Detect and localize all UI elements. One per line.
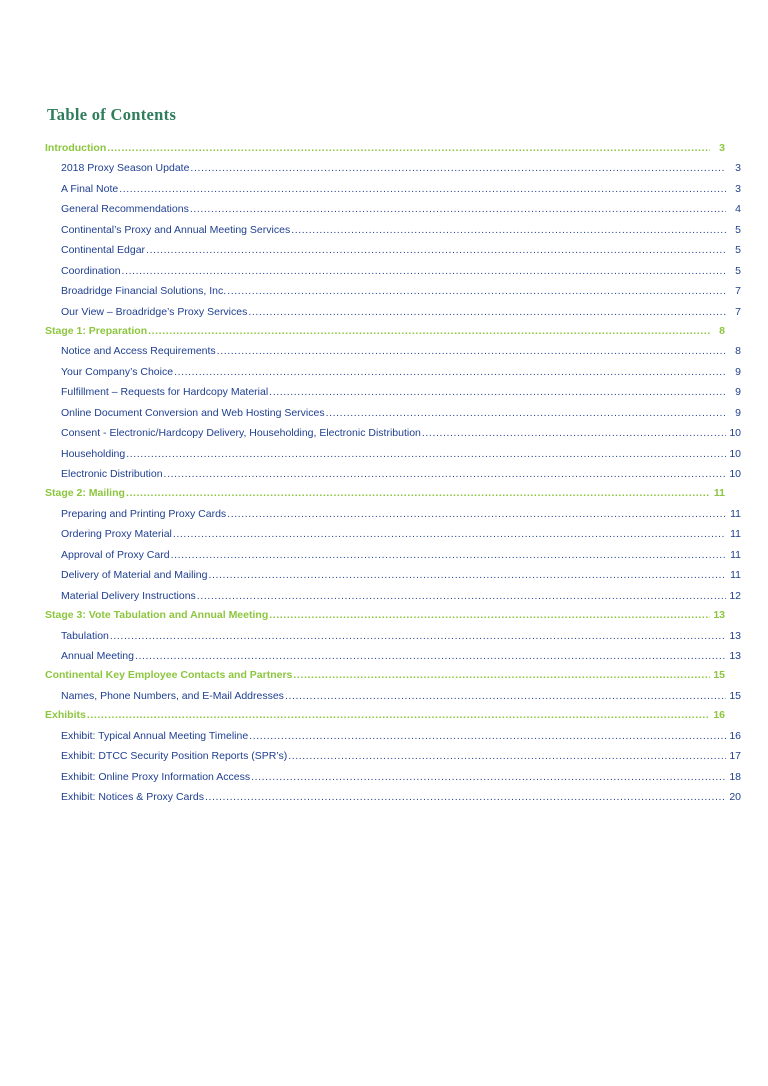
toc-entry[interactable] [45, 750, 741, 763]
toc-leader-dots [285, 690, 726, 701]
toc-entry-label: Exhibits [45, 709, 86, 722]
toc-entry-page-number: 5 [735, 264, 741, 277]
toc-leader-dots [174, 366, 726, 377]
toc-entry-label: Delivery of Material and Mailing [61, 569, 208, 582]
toc-entry-page-number: 8 [735, 345, 741, 358]
toc-entry-label: Online Document Conversion and Web Hosting Services [61, 406, 325, 419]
toc-entry-page-number: 9 [735, 365, 741, 378]
toc-entry-page-number: 15 [713, 669, 725, 682]
toc-leader-dots [87, 709, 710, 720]
toc-entry-label: Annual Meeting [61, 649, 134, 662]
toc-entry[interactable] [45, 325, 725, 338]
toc-entry-page-number: 7 [735, 285, 741, 298]
toc-entry[interactable] [45, 427, 741, 440]
toc-entry-page-number: 5 [735, 244, 741, 257]
toc-entry-page-number: 10 [729, 427, 741, 440]
toc-entry[interactable] [45, 224, 741, 237]
toc-leader-dots [107, 142, 710, 153]
toc-leader-dots [208, 569, 726, 580]
toc-entry-page-number: 16 [729, 729, 741, 742]
toc-entry-label: Stage 2: Mailing [45, 487, 125, 500]
toc-entry-label: Exhibit: Typical Annual Meeting Timeline [61, 729, 249, 742]
toc-entry[interactable] [45, 528, 741, 541]
toc-entry-label: Notice and Access Requirements [61, 345, 216, 358]
toc-entry-label: Consent - Electronic/Hardcopy Delivery, Householding, Electronic Distribution [61, 427, 421, 440]
toc-leader-dots [119, 183, 726, 194]
toc-leader-dots [422, 427, 726, 438]
toc-entry-label: Coordination [61, 264, 121, 277]
toc-entry[interactable] [45, 366, 741, 379]
toc-entry[interactable] [45, 709, 725, 722]
toc-entry-page-number: 13 [729, 649, 741, 662]
toc-entry-label: Continental Edgar [61, 244, 146, 257]
toc-leader-dots [126, 448, 726, 459]
toc-entry-label: Stage 3: Vote Tabulation and Annual Meeting [45, 609, 269, 622]
toc-leader-dots [249, 730, 726, 741]
toc-entry[interactable] [45, 285, 741, 298]
toc-entry-label: Continental Key Employee Contacts and Partners [45, 669, 293, 682]
toc-entry-label: Material Delivery Instructions [61, 589, 196, 602]
toc-entry-label: Exhibit: Online Proxy Information Access [61, 770, 251, 783]
toc-leader-dots [171, 549, 726, 560]
toc-leader-dots [248, 306, 726, 317]
toc-entry-page-number: 11 [713, 487, 725, 500]
toc-entry-label: Our View – Broadridge’s Proxy Services [61, 305, 248, 318]
toc-entry-label: Exhibit: DTCC Security Position Reports (SPR’s) [61, 750, 288, 763]
toc-entry[interactable] [45, 162, 741, 175]
toc-entry-page-number: 20 [729, 791, 741, 803]
toc-entry[interactable] [45, 487, 725, 500]
toc-leader-dots [288, 750, 726, 761]
toc-entry-page-number: 12 [729, 589, 741, 602]
toc-entry[interactable] [45, 407, 741, 420]
toc-entry[interactable] [45, 650, 741, 663]
toc-entry[interactable] [45, 203, 741, 216]
toc-entry-label: Approval of Proxy Card [61, 548, 170, 561]
toc-leader-dots [122, 265, 726, 276]
toc-entry[interactable] [45, 791, 741, 804]
toc-leader-dots [269, 386, 726, 397]
toc-entry-page-number: 8 [719, 324, 725, 337]
toc-entry-label: Electronic Distribution [61, 468, 163, 480]
toc-entry-page-number: 11 [730, 548, 741, 561]
toc-entry-page-number: 15 [729, 689, 741, 702]
toc-entry[interactable] [45, 345, 741, 358]
toc-leader-dots [110, 630, 726, 641]
toc-entry[interactable] [45, 669, 725, 682]
toc-entry-label: Householding [61, 447, 126, 460]
toc-entry-label: 2018 Proxy Season Update [61, 162, 190, 175]
toc-leader-dots [291, 224, 726, 235]
toc-entry-page-number: 11 [730, 507, 741, 520]
toc-leader-dots [190, 203, 726, 214]
toc-entry[interactable] [45, 590, 741, 603]
toc-leader-dots [293, 669, 710, 680]
toc-entry-page-number: 3 [719, 142, 725, 154]
toc-leader-dots [251, 771, 726, 782]
toc-entry-list [45, 142, 741, 804]
toc-entry[interactable] [45, 306, 741, 319]
toc-entry-page-number: 9 [735, 406, 741, 419]
toc-leader-dots [173, 528, 726, 539]
toc-entry-label: Fulfillment – Requests for Hardcopy Material [61, 386, 269, 399]
toc-entry-page-number: 10 [729, 447, 741, 460]
toc-entry-label: Introduction [45, 142, 107, 154]
toc-entry-label: Stage 1: Preparation [45, 324, 148, 337]
toc-entry-page-number: 13 [713, 609, 725, 622]
toc-entry-label: Broadridge Financial Solutions, Inc. [61, 285, 227, 298]
toc-entry-label: Names, Phone Numbers, and E-Mail Addresses [61, 689, 284, 702]
toc-entry[interactable] [45, 609, 725, 622]
toc-entry-page-number: 4 [735, 203, 741, 216]
toc-leader-dots [217, 345, 726, 356]
toc-entry-page-number: 18 [729, 770, 741, 783]
toc-leader-dots [197, 590, 726, 601]
toc-entry[interactable] [45, 468, 741, 481]
toc-entry-page-number: 7 [735, 305, 741, 318]
toc-entry-page-number: 5 [735, 223, 741, 236]
toc-entry[interactable] [45, 183, 741, 196]
toc-entry[interactable] [45, 630, 741, 643]
toc-leader-dots [227, 508, 726, 519]
toc-entry-page-number: 13 [729, 629, 741, 642]
toc-entry[interactable] [45, 508, 741, 521]
toc-entry[interactable] [45, 569, 741, 582]
toc-entry-label: Exhibit: Notices & Proxy Cards [61, 791, 204, 803]
toc-entry[interactable] [45, 690, 741, 703]
toc-entry-label: Tabulation [61, 629, 109, 642]
toc-leader-dots [205, 791, 726, 802]
toc-entry-label: Ordering Proxy Material [61, 528, 172, 541]
toc-leader-dots [269, 609, 710, 620]
toc-entry[interactable] [45, 549, 741, 562]
toc-entry-page-number: 9 [735, 386, 741, 399]
toc-entry-page-number: 11 [730, 528, 741, 541]
toc-entry[interactable] [45, 265, 741, 278]
toc-leader-dots [135, 650, 726, 661]
toc-entry-page-number: 10 [729, 468, 741, 480]
toc-entry[interactable] [45, 730, 741, 743]
toc-leader-dots [190, 162, 726, 173]
toc-entry[interactable] [45, 142, 725, 155]
toc-entry-page-number: 16 [713, 709, 725, 722]
toc-entry-label: Continental’s Proxy and Annual Meeting Services [61, 223, 291, 236]
page-title: Table of Contents [47, 105, 177, 124]
toc-entry[interactable] [45, 244, 741, 257]
toc-entry[interactable] [45, 448, 741, 461]
toc-entry-page-number: 3 [735, 182, 741, 195]
toc-entry-page-number: 11 [730, 569, 741, 582]
toc-entry-page-number: 17 [729, 750, 741, 763]
toc-entry[interactable] [45, 386, 741, 399]
table-of-contents [45, 105, 741, 804]
toc-entry-label: General Recommendations [61, 203, 189, 216]
toc-leader-dots [146, 244, 726, 255]
toc-leader-dots [326, 407, 726, 418]
toc-leader-dots [164, 468, 726, 479]
toc-leader-dots [148, 325, 710, 336]
toc-leader-dots [126, 487, 710, 498]
toc-entry[interactable] [45, 771, 741, 784]
toc-entry-page-number: 3 [735, 162, 741, 175]
toc-entry-label: Your Company’s Choice [61, 365, 174, 378]
toc-entry-label: A Final Note [61, 182, 119, 195]
toc-entry-label: Preparing and Printing Proxy Cards [61, 507, 227, 520]
toc-leader-dots [227, 285, 726, 296]
